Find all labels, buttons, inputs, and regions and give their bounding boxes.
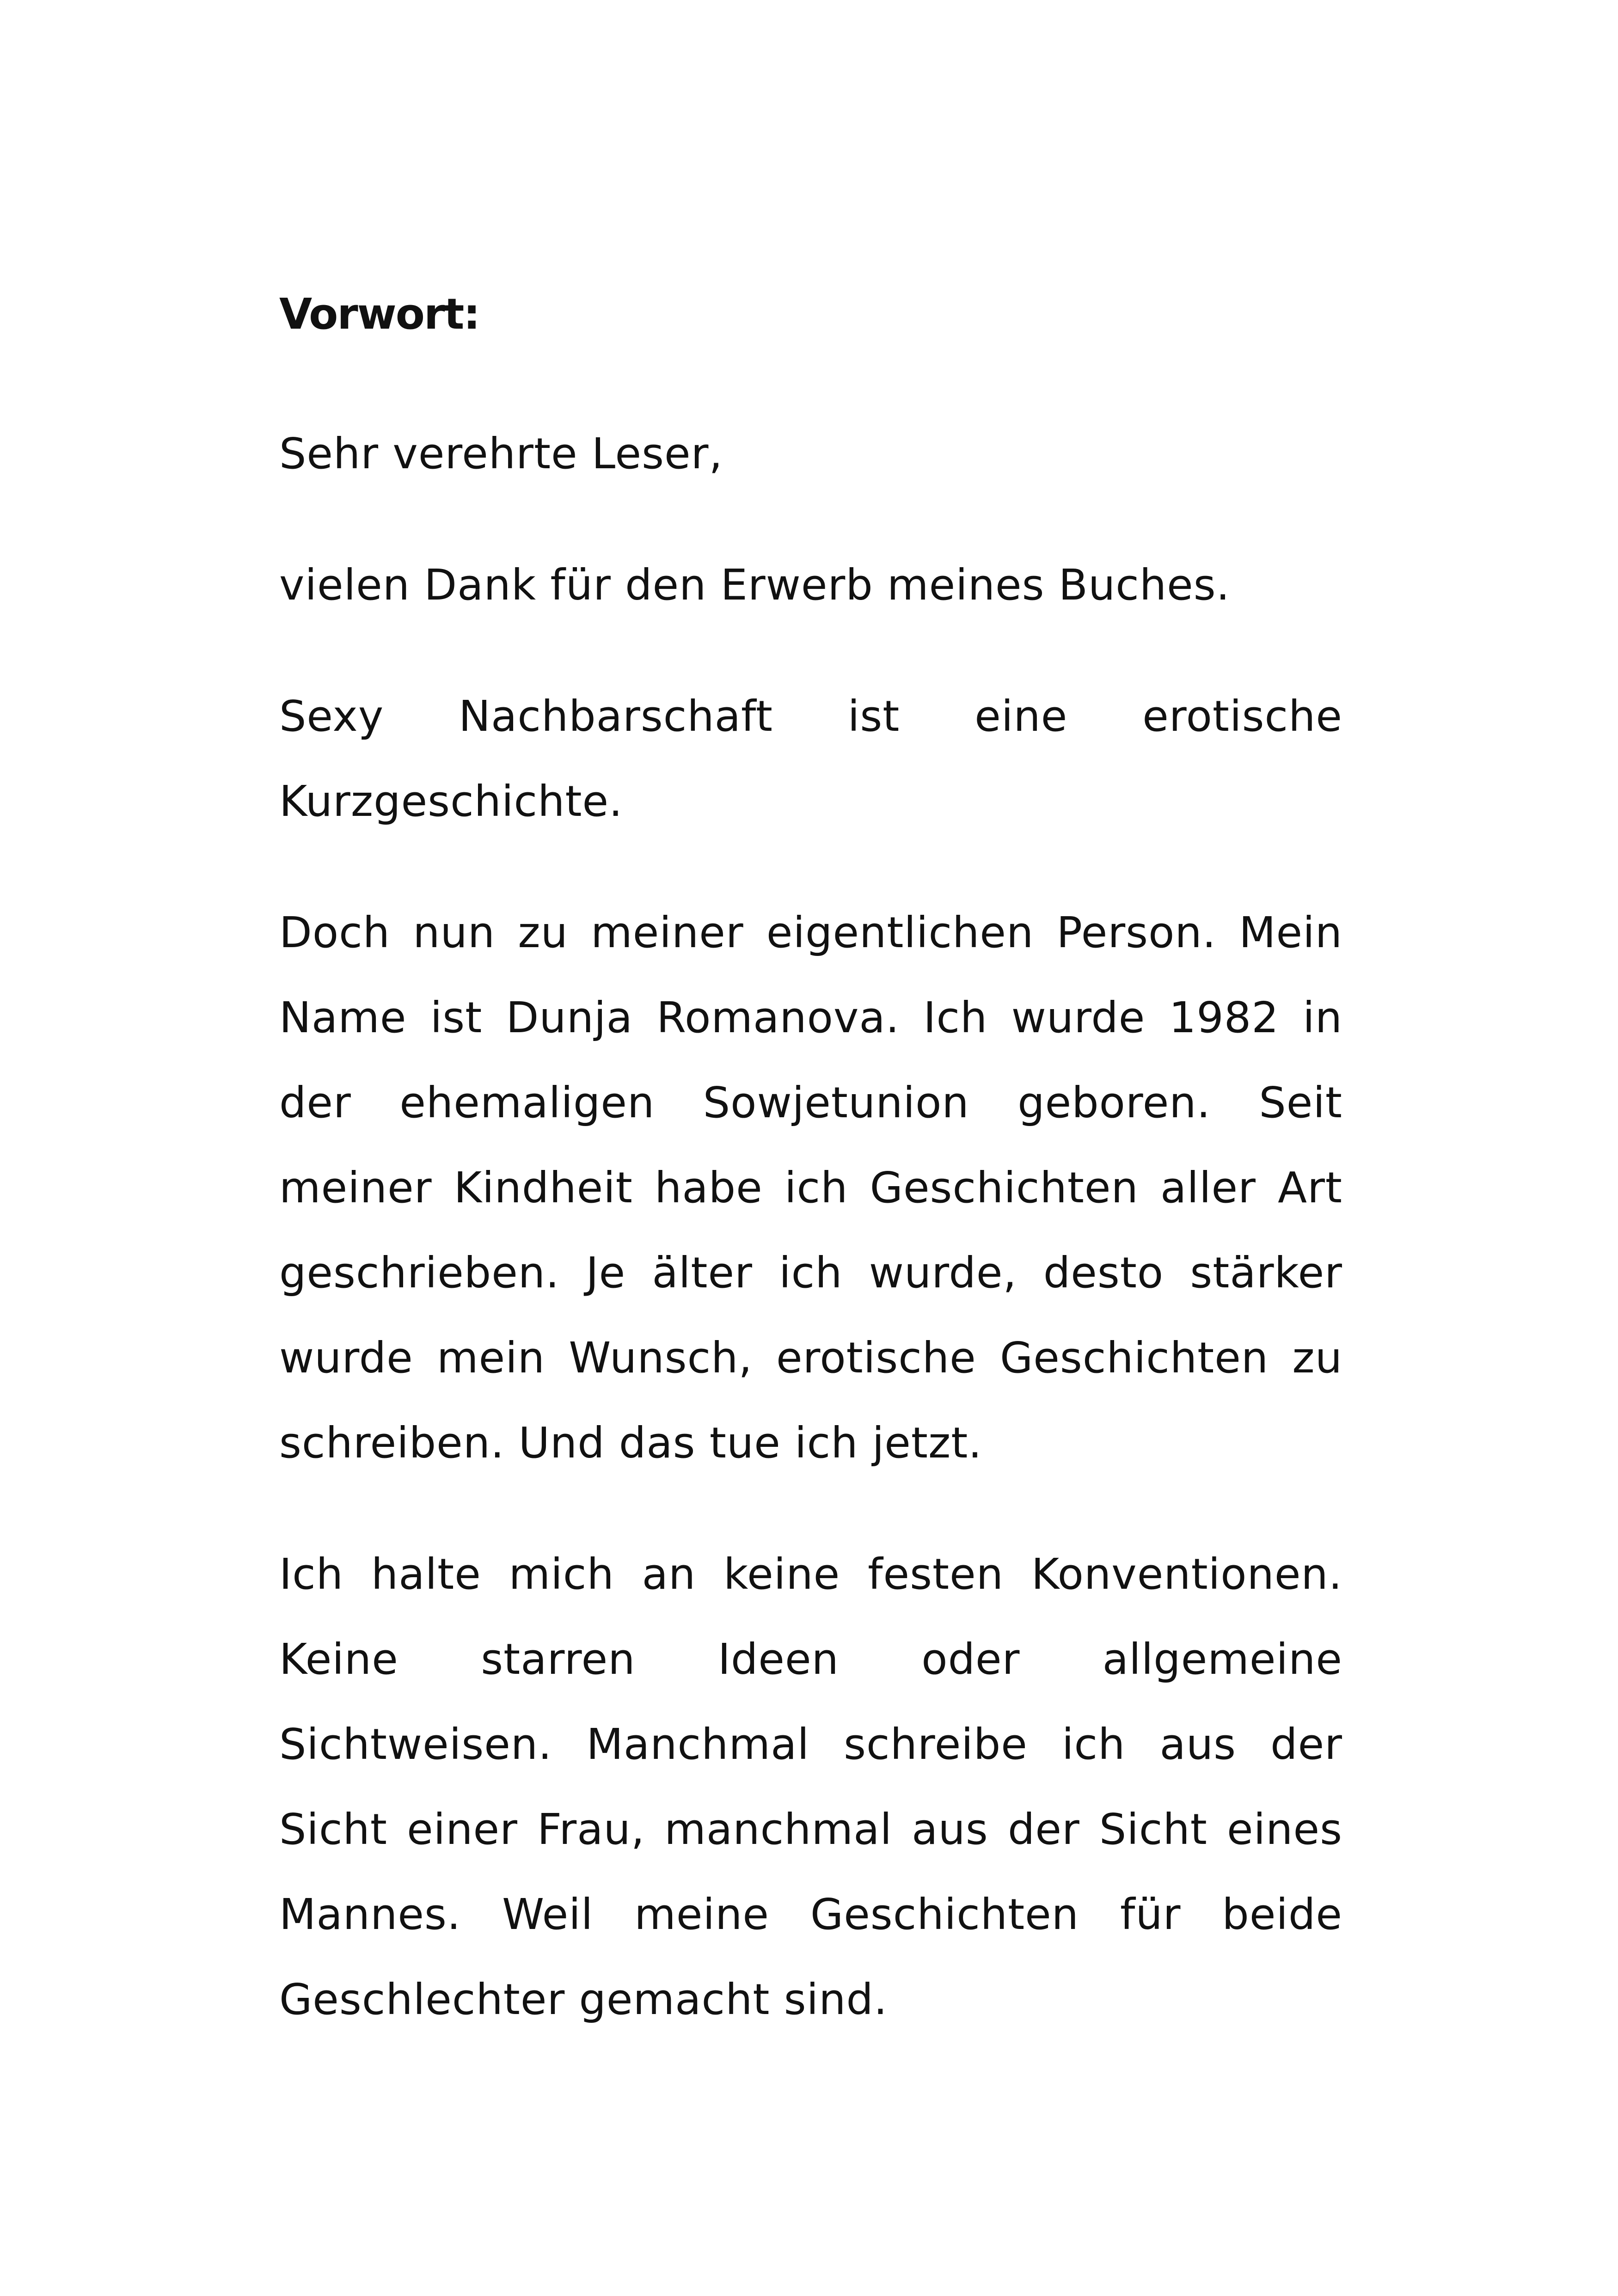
document-body <box>279 282 1342 2088</box>
paragraph-author-bio: Doch nun zu meiner eigentlichen Person. Mein Name ist Dunja Romanova. Ich wurde 1982 in der ehemaligen Sowjetunion geboren. Seit meiner Kindheit habe ich Geschichten aller Art geschrieben. Je älter ich wurde, desto stärker wurde mein Wunsch, erotische Geschichten zu schreiben. Und das tue ich jetzt. <box>279 908 1342 1468</box>
paragraph-book-description: Sexy Nachbarschaft ist eine erotische Kurzgeschichte. <box>279 692 1342 826</box>
paragraph-writing-approach: Ich halte mich an keine festen Konventionen. Keine starren Ideen oder allgemeine Sichtweisen. Manchmal schreibe ich aus der Sicht einer Frau, manchmal aus der Sicht eines Mannes. Weil meine Geschichten für beide Geschlechter gemacht sind. <box>279 1549 1342 2024</box>
paragraph-thanks: vielen Dank für den Erwerb meines Buches. <box>279 560 1230 610</box>
paragraph-salutation: Sehr verehrte Leser, <box>279 429 723 478</box>
section-heading: Vorwort: <box>279 289 480 339</box>
